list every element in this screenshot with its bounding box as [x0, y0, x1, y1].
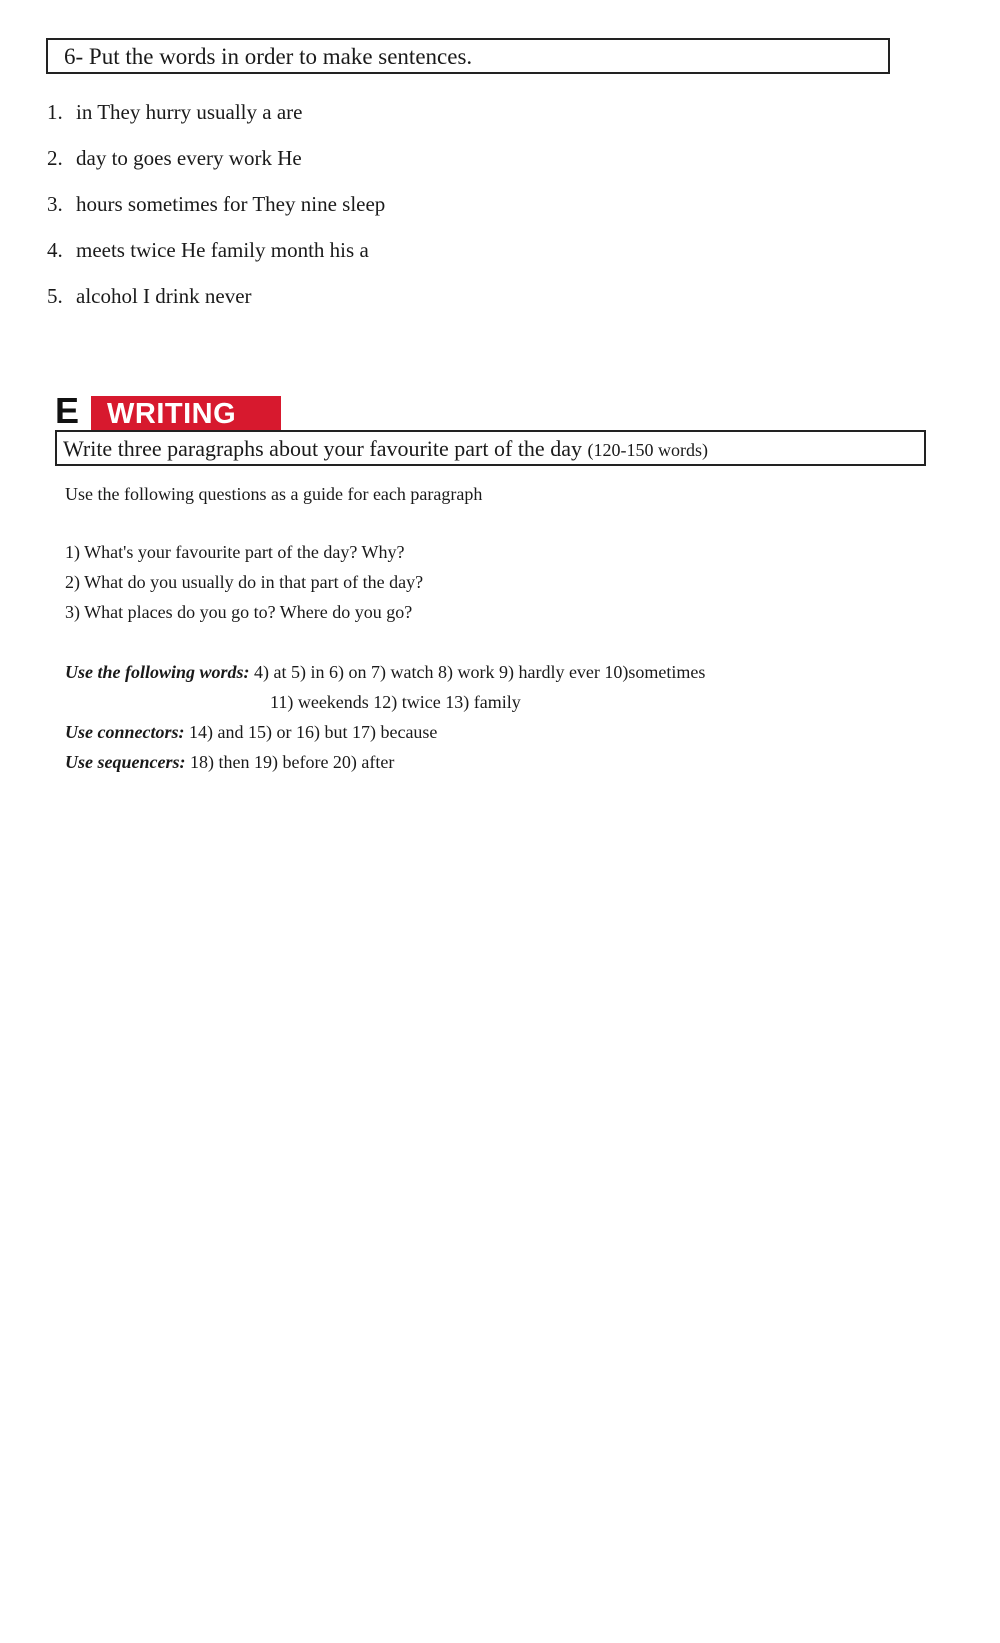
item-text: in They hurry usually a are: [76, 100, 303, 124]
item-number: 3.: [47, 192, 63, 216]
list-item: 3) What places do you go to? Where do you go?: [65, 602, 413, 622]
writing-prompt: Write three paragraphs about your favourite part of the day: [63, 436, 582, 461]
guide-text: Use the following questions as a guide for each paragraph: [65, 484, 483, 504]
item-text: hours sometimes for They nine sleep: [76, 192, 386, 216]
words-line-continued: 11) weekends 12) twice 13) family: [270, 692, 521, 712]
connectors-list: 14) and 15) or 16) but 17) because: [189, 722, 438, 742]
list-item: [47, 238, 385, 284]
item-number: 1.: [47, 100, 63, 124]
exercise-6-header-box: [46, 38, 890, 74]
list-item: 2) What do you usually do in that part of the day?: [65, 572, 424, 592]
sequencers-label: Use sequencers:: [65, 752, 186, 772]
section-title-band: [91, 396, 281, 430]
word-count: (120-150 words): [587, 440, 708, 460]
item-number: 4.: [47, 238, 63, 262]
sequencers-line: [65, 752, 394, 773]
connectors-label: Use connectors:: [65, 722, 185, 742]
connectors-line: [65, 722, 437, 743]
list-item: [47, 284, 385, 330]
words-line: [65, 662, 705, 683]
section-title: WRITING: [107, 398, 237, 430]
item-text: alcohol I drink never: [76, 284, 252, 308]
item-text: day to goes every work He: [76, 146, 302, 170]
words-list: 4) at 5) in 6) on 7) watch 8) work 9) hardly ever 10)sometimes: [254, 662, 706, 682]
list-item: 1) What's your favourite part of the day? Why?: [65, 542, 405, 562]
guide-questions: [65, 542, 423, 632]
words-label: Use the following words:: [65, 662, 250, 682]
sequencers-list: 18) then 19) before 20) after: [189, 752, 395, 772]
item-number: 2.: [47, 146, 63, 170]
writing-task-text: [63, 436, 708, 462]
exercise-6-title: 6- Put the words in order to make sentences.: [64, 44, 473, 69]
writing-task-box: [55, 430, 926, 466]
section-letter: E: [55, 390, 80, 431]
item-number: 5.: [47, 284, 63, 308]
list-item: [47, 192, 385, 238]
item-text: meets twice He family month his a: [76, 238, 369, 262]
list-item: [47, 146, 385, 192]
list-item: [47, 100, 385, 146]
exercise-6-list: [47, 100, 385, 330]
